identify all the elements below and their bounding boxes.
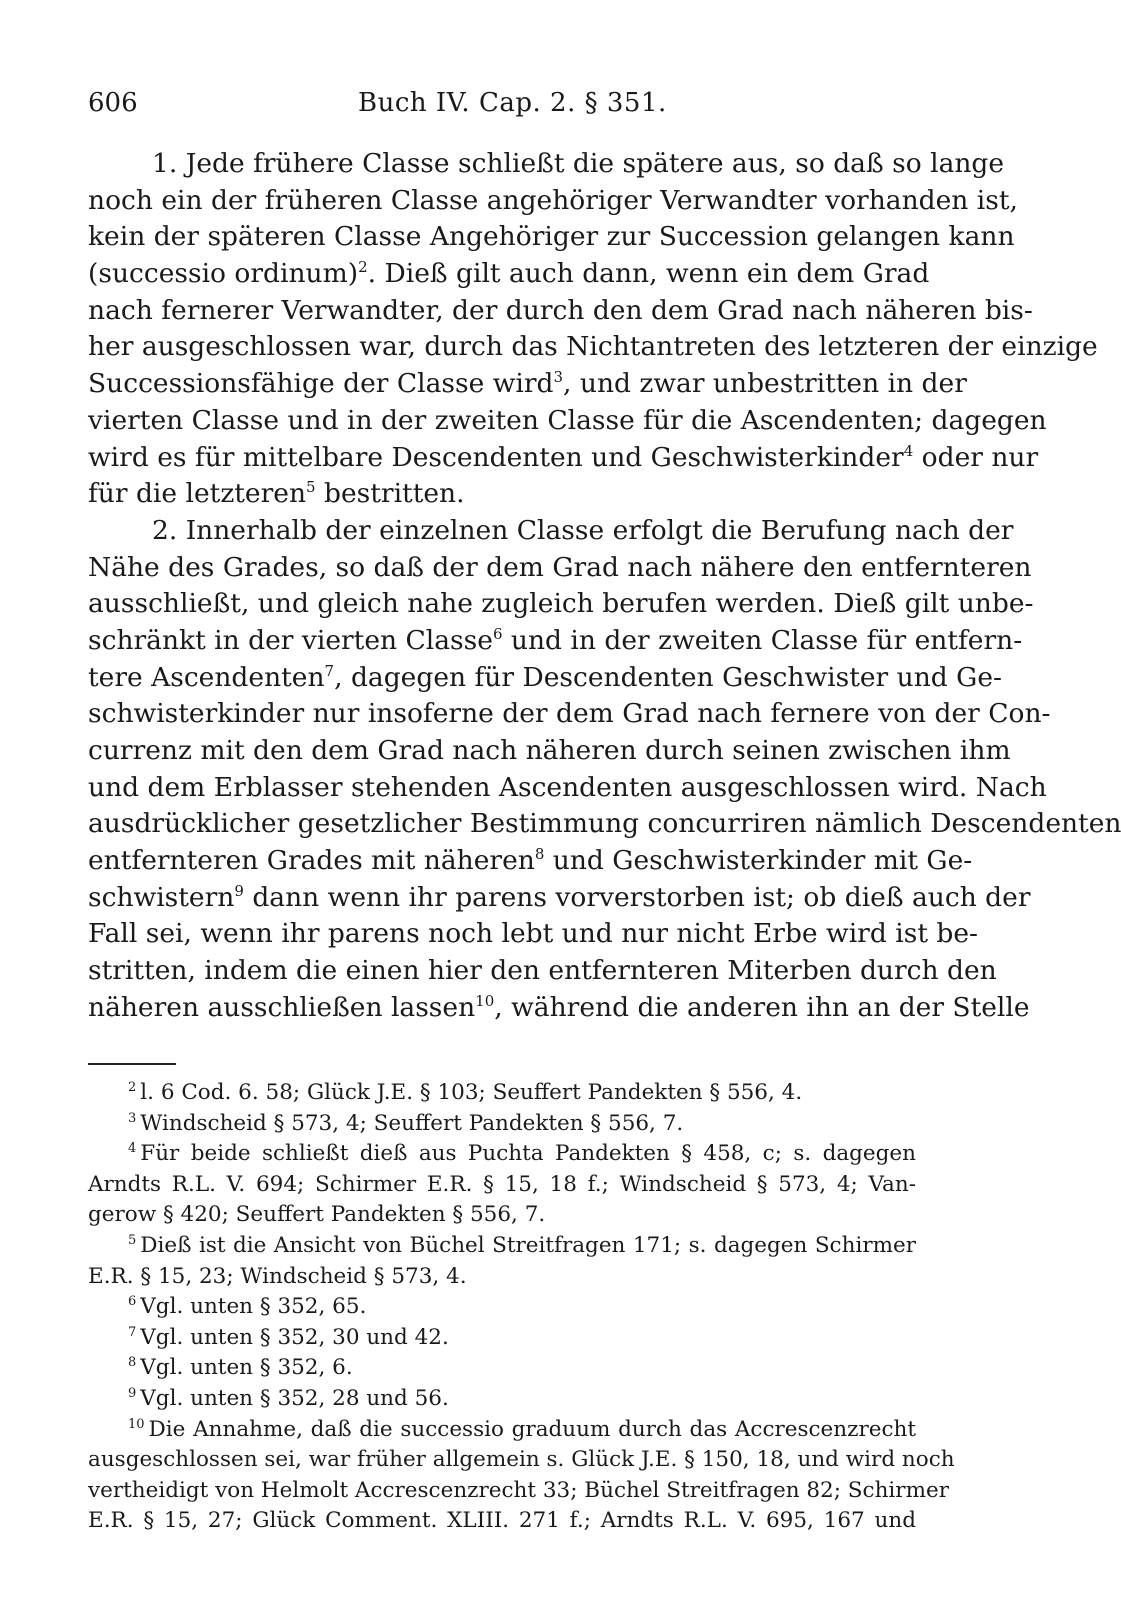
footnote-text: Vgl. unten § 352, 65. [140,1294,367,1320]
page-number: 606 [88,88,138,118]
footnote-line [88,1476,949,1507]
body-line [88,696,1051,733]
body-line [88,366,967,403]
footnote-text: Arndts R.L. V. 694; Schirmer E.R. § 15, 18 f.; Windscheid § 573, 4; Van- [88,1171,916,1197]
footnote-text: vertheidigt von Helmolt Accrescenzrecht 33; Büchel Streitfragen 82; Schirmer [88,1477,949,1503]
body-line-text-continued: , und zwar unbestritten in der [563,368,967,400]
body-line [88,843,973,880]
footnote-text: Die Annahme, daß die successio graduum durch das Accrescenzrecht [148,1416,916,1442]
footnote-mark: 9 [128,1385,137,1401]
footnote-text: Windscheid § 573, 4; Seuffert Pandekten § 556, 7. [140,1110,684,1136]
body-line [88,219,1015,256]
footnote-line [88,1139,916,1170]
body-line-text-continued: , dagegen für Descendenten Geschwister und Ge- [334,661,1002,693]
body-line-text: vierten Classe und in der zweiten Classe für die Ascendenten; dagegen [88,404,1047,436]
body-line-text: ausschließt, und gleich nahe zugleich berufen werden. Dieß gilt unbe- [88,588,1034,620]
body-line-text: her ausgeschlossen war, durch das Nichtantreten des letzteren der einzige [88,331,1098,363]
body-line [88,440,1039,477]
body-line [88,550,1032,587]
body-line-text: Nähe des Grades, so daß der dem Grad nach nähere den entfernteren [88,551,1032,583]
body-line-text: für die letzteren [88,478,307,510]
body-line [88,953,997,990]
footnote-line [88,1292,916,1323]
body-line-text-continued: und Geschwisterkinder mit Ge- [544,845,973,877]
page-header [88,88,916,122]
body-line [88,586,1034,623]
body-line-text: schwistern [88,881,235,913]
body-line-text: schwisterkinder nur insoferne der dem Grad nach fernere von der Con- [88,698,1051,730]
footnote-mark: 5 [128,1232,137,1248]
footnote-text: Dieß ist die Ansicht von Büchel Streitfragen 171; s. dagegen Schirmer [140,1232,916,1258]
body-line [88,513,1014,550]
body-line-text-continued: , während die anderen ihn an der Stelle [494,991,1030,1023]
body-line-text-continued: bestritten. [315,478,465,510]
footnote-line [88,1109,916,1140]
footnote-line [88,1078,916,1109]
body-text [88,146,1121,1027]
body-line-text-continued: oder nur [913,441,1039,473]
footnote-reference[interactable]: 10 [475,991,495,1010]
footnote-line [88,1323,916,1354]
body-line [88,256,930,293]
footnote-reference[interactable]: 6 [492,624,503,643]
footnote-mark: 2 [128,1080,137,1095]
footnote-mark: 8 [128,1355,137,1371]
body-line-text: schränkt in der vierten Classe [88,624,493,656]
body-line-text: entfernteren Grades mit näheren [88,845,535,877]
footnote-line [88,1231,916,1262]
footnote-text: Vgl. unten § 352, 6. [140,1355,353,1381]
body-line [88,476,916,513]
footnote-text: Für beide schließt dieß aus Puchta Pandekten § 458, c; s. dagegen [140,1141,916,1167]
body-line [88,146,1005,183]
footnote-line [88,1353,916,1384]
body-line-text: ausdrücklicher gesetzlicher Bestimmung concurriren nämlich Descendenten [88,808,1121,840]
footnote-reference[interactable]: 8 [534,845,545,864]
body-line-text: 1. Jede frühere Classe schließt die spätere aus, so daß so lange [152,148,1005,179]
body-line-text: und dem Erblasser stehenden Ascendenten ausgeschlossen wird. Nach [88,771,1047,803]
footnote-mark: 3 [128,1110,137,1126]
body-line [88,329,1098,366]
footnote-line [88,1384,916,1415]
footnote-mark: 6 [128,1294,137,1310]
footnote-reference[interactable]: 7 [324,661,335,680]
footnote-reference[interactable]: 9 [234,881,244,900]
body-line [88,733,1011,770]
body-line [88,183,1018,220]
footnote-reference[interactable]: 4 [903,441,914,460]
running-head: Buch IV. Cap. 2. § 351. [358,88,667,118]
footnote-line [88,1506,916,1537]
body-line [88,770,1047,807]
footnote-text: E.R. § 15, 27; Glück Comment. XLIII. 271 f.; Arndts R.L. V. 695, 167 und [88,1508,916,1534]
body-line [88,623,1023,660]
body-line [88,916,978,953]
footnote-line [88,1445,955,1476]
body-line-text: wird es für mittelbare Descendenten und Geschwisterkinder [88,441,904,473]
body-line [88,880,1031,917]
footnote-mark: 7 [128,1324,137,1340]
body-line-text-continued: und in der zweiten Classe für entfern- [502,624,1023,656]
footnote-reference[interactable]: 3 [553,368,564,387]
body-line [88,806,1121,843]
body-line [88,990,1030,1027]
body-line-text: Fall sei, wenn ihr parens noch lebt und nur nicht Erbe wird ist be- [88,918,978,950]
footnote-text: E.R. § 15, 23; Windscheid § 573, 4. [88,1263,467,1289]
footnote-reference[interactable]: 2 [358,258,368,277]
footnote-text: l. 6 Cod. 6. 58; Glück J.E. § 103; Seuffert Pandekten § 556, 4. [140,1080,803,1105]
footnote-line [88,1170,916,1201]
body-line-text: nach fernerer Verwandter, der durch den dem Grad nach näheren bis- [88,294,1033,326]
body-line-text: currenz mit den dem Grad nach näheren durch seinen zwischen ihm [88,735,1011,766]
body-line-text: 2. Innerhalb der einzelnen Classe erfolgt die Berufung nach der [152,514,1014,546]
footnote-line [88,1415,916,1446]
footnote-separator [88,1063,176,1065]
body-line-text: Successionsfähige der Classe wird [88,368,554,400]
footnote-reference[interactable]: 5 [306,478,316,497]
footnote-line [88,1262,916,1293]
body-line [88,660,1002,697]
footnote-text: gerow § 420; Seuffert Pandekten § 556, 7. [88,1202,546,1228]
body-line-text: tere Ascendenten [88,661,325,693]
body-line [88,293,1033,330]
footnote-text: ausgeschlossen sei, war früher allgemein s. Glück J.E. § 150, 18, und wird noch [88,1447,955,1473]
footnote-line [88,1200,916,1231]
body-line-text: näheren ausschließen lassen [88,991,476,1023]
body-line-text-continued: dann wenn ihr parens vorverstorben ist; ob dieß auch der [243,881,1031,913]
footnotes [88,1078,955,1537]
footnote-mark: 4 [128,1141,137,1157]
body-line-text: stritten, indem die einen hier den entfernteren Miterben durch den [88,955,997,987]
body-line-text: (successio ordinum) [88,258,359,290]
footnote-text: Vgl. unten § 352, 28 und 56. [140,1385,449,1411]
footnote-text: Vgl. unten § 352, 30 und 42. [140,1324,449,1350]
body-line-text-continued: . Dieß gilt auch dann, wenn ein dem Grad [367,258,930,290]
body-line-text: kein der späteren Classe Angehöriger zur Succession gelangen kann [88,221,1015,253]
footnote-mark: 10 [128,1416,145,1432]
body-line-text: noch ein der früheren Classe angehöriger Verwandter vorhanden ist, [88,184,1018,216]
body-line [88,403,1047,440]
